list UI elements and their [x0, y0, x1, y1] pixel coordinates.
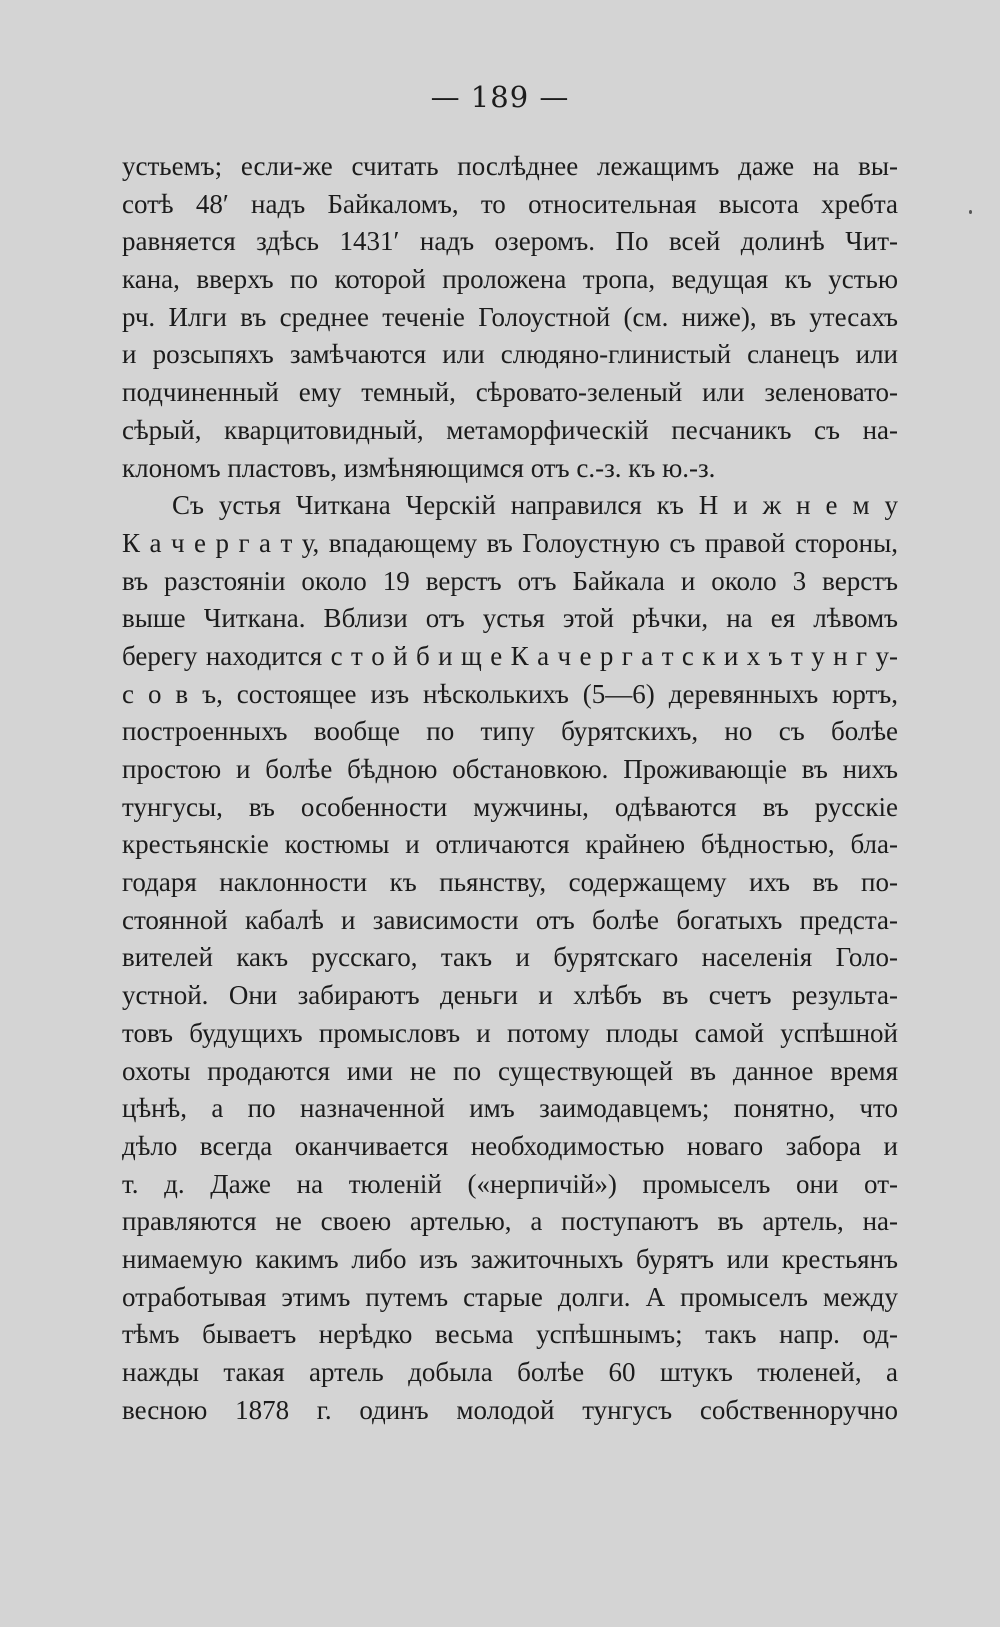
text-line: подчиненный ему темный, сѣровато-зеленый или зеленовато-: [122, 377, 898, 408]
text-line: нажды такая артель добыла болѣе 60 штукъ тюленей, а: [122, 1357, 898, 1387]
text-line: товъ будущихъ промысловъ и потому плоды самой успѣшной: [122, 1017, 898, 1048]
text-line: отработывая этимъ путемъ старые долги. А промыселъ между: [122, 1281, 898, 1312]
text-line: и розсыпяхъ замѣчаются или слюдяно-глинистый сланецъ или: [122, 339, 898, 370]
text-line: равняется здѣсь 1431′ надъ озеромъ. По всей долинѣ Чит-: [122, 226, 898, 257]
body-text: [122, 148, 898, 1429]
text-line: т. д. Даже на тюленій («нерпичій») промыселъ они от-: [122, 1168, 898, 1199]
text-line: с о в ъ, состоящее изъ нѣсколькихъ (5—6) деревянныхъ юртъ,: [122, 678, 898, 709]
text-line: устьемъ; если-же считать послѣднее лежащимъ даже на вы-: [122, 151, 898, 181]
text-line: построенныхъ вообще по типу бурятскихъ, но съ болѣе: [122, 716, 898, 747]
text-line: правляются не своею артелью, а поступаютъ въ артель, на-: [122, 1206, 898, 1237]
text-line: К а ч е р г а т у, впадающему въ Голоустную съ правой стороны,: [122, 527, 898, 558]
text-line: берегу находится с т о й б и щ е К а ч е р г а т с к и х ъ т у н г у-: [122, 640, 898, 671]
page-number: — 189 —: [430, 80, 570, 114]
text-line: нимаемую какимъ либо изъ зажиточныхъ бурятъ или крестьянъ: [122, 1243, 898, 1274]
text-line: кана, вверхъ по которой проложена тропа, ведущая къ устью: [122, 264, 898, 295]
text-line: сѣрый, кварцитовидный, метаморфическій песчаникъ съ на-: [122, 414, 898, 445]
text-line: устной. Они забираютъ деньги и хлѣбъ въ счетъ результа-: [122, 980, 898, 1011]
paragraph-end-line: клономъ пластовъ, измѣняющимся отъ с.-з. къ ю.-з.: [122, 452, 716, 483]
text-line: вителей какъ русскаго, такъ и бурятскаго населенія Голо-: [122, 942, 898, 973]
text-line: охоты продаются ими не по существующей въ данное время: [122, 1055, 898, 1086]
text-line: цѣнѣ, а по назначенной имъ заимодавцемъ; понятно, что: [122, 1093, 898, 1124]
text-line: сотѣ 48′ надъ Байкаломъ, то относительная высота хребта: [122, 188, 898, 219]
text-line: тѣмъ бываетъ нерѣдко весьма успѣшнымъ; такъ напр. од-: [122, 1319, 898, 1350]
text-line: дѣло всегда оканчивается необходимостью новаго забора и: [122, 1130, 898, 1161]
text-line: простою и болѣе бѣдною обстановкою. Проживающіе въ нихъ: [122, 754, 898, 784]
text-line: въ разстояніи около 19 верстъ отъ Байкала и около 3 верстъ: [122, 565, 898, 596]
text-line: тунгусы, въ особенности мужчины, одѣваются въ русскіе: [122, 791, 898, 822]
text-line: весною 1878 г. одинъ молодой тунгусъ собственноручно: [122, 1394, 898, 1425]
text-line: крестьянскіе костюмы и отличаются крайнею бѣдностью, бла-: [122, 829, 898, 860]
text-line: выше Читкана. Вблизи отъ устья этой рѣчки, на ея лѣвомъ: [122, 603, 898, 634]
text-line: рч. Илги въ среднее теченіе Голоустной (см. ниже), въ утесахъ: [122, 301, 898, 332]
scan-speck: [969, 210, 972, 214]
text-line: стоянной кабалѣ и зависимости отъ болѣе богатыхъ предста-: [122, 904, 898, 935]
paragraph-start-line: Съ устья Читкана Черскій направился къ Н и ж н е м у: [172, 490, 898, 521]
text-line: годаря наклонности къ пьянству, содержащему ихъ въ по-: [122, 867, 898, 898]
